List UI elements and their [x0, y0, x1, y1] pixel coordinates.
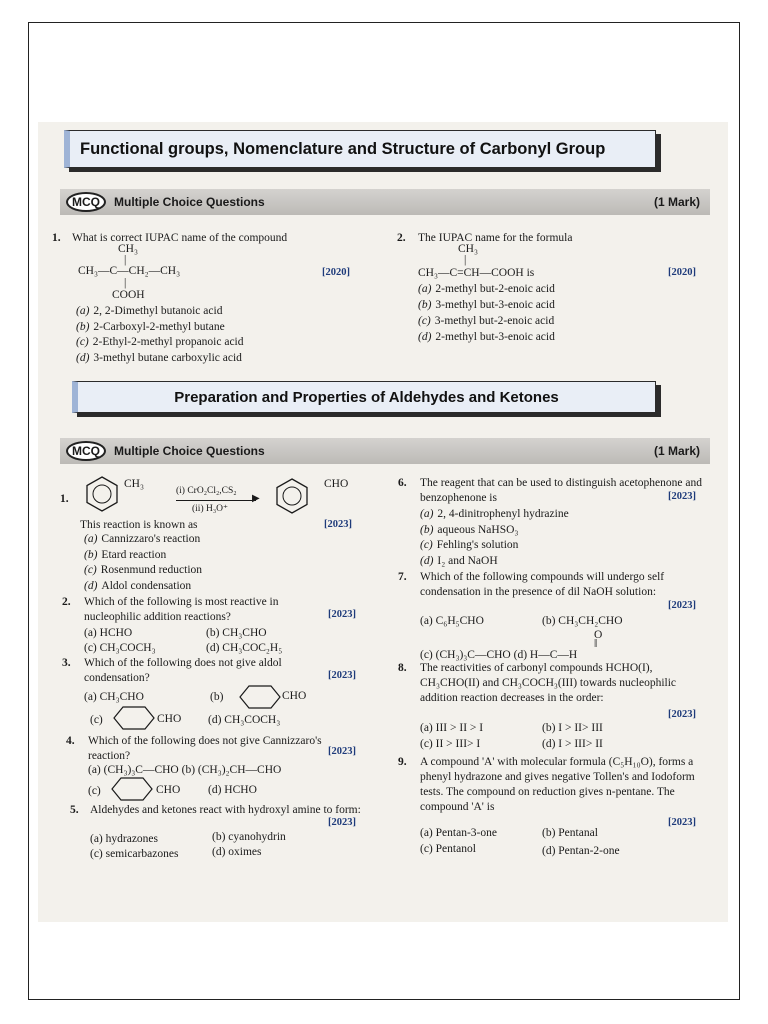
option-text: aqueous NaHSO₃ — [437, 523, 519, 536]
option-text: 2-methyl but-2-enoic acid — [435, 283, 555, 295]
option-item — [418, 282, 555, 296]
mcq-badge: MCQ — [66, 441, 106, 461]
question-number: 3. — [62, 657, 71, 669]
year-tag: [2023] — [328, 817, 356, 828]
option-b: (b) cyanohydrin — [212, 831, 286, 843]
option-label: (b) — [84, 548, 98, 561]
oxygen-label: O — [594, 629, 603, 641]
option-label: (a) — [420, 508, 434, 520]
option-text: 2, 4-dinitrophenyl hydrazine — [437, 508, 569, 520]
option-label: (d) — [420, 554, 434, 567]
year-tag: [2020] — [668, 267, 696, 278]
option-text: 3-methyl but-2-enoic acid — [434, 315, 555, 327]
option-label: (b) — [420, 523, 434, 536]
option-text: 3-methyl butane carboxylic acid — [93, 351, 242, 364]
benzene-ring-icon — [82, 474, 122, 514]
option-text: 2, 2-Dimethyl butanoic acid — [93, 305, 223, 317]
reaction-arrowhead: ▶ — [252, 493, 260, 504]
option-label: (d) — [418, 331, 432, 343]
banner-title: Functional groups, Nomenclature and Structure of Carbonyl Group — [80, 139, 606, 158]
option-text: 2-Carboxyl-2-methyl butane — [93, 320, 225, 333]
option-b: (b) Pentanal — [542, 827, 598, 839]
option-d: (d) oximes — [212, 846, 262, 858]
option-item — [418, 330, 555, 344]
option-item — [420, 507, 569, 521]
option-item — [418, 314, 554, 328]
option-text: Cannizzaro's reaction — [101, 533, 201, 545]
option-label: (b) — [76, 320, 90, 333]
question-text: This reaction is known as — [80, 519, 198, 531]
option-label: (a) — [418, 283, 432, 295]
double-bond: ‖ — [594, 638, 598, 650]
option-c: (c) — [90, 714, 103, 726]
option-d: (d) HCHO — [208, 784, 257, 796]
option-item — [84, 563, 202, 577]
cho-substituent: CHO — [157, 713, 182, 725]
option-a: (a) Pentan-3-one — [420, 827, 497, 839]
option-label: (c) — [420, 539, 433, 551]
question-number: 7. — [398, 571, 407, 583]
question-text: Which of the following compounds will undergo self condensation in the presence of dil NaOH solution: — [420, 571, 665, 598]
option-item — [420, 538, 518, 552]
structure-main: CH₃—C—CH₂—CH₃ — [78, 265, 181, 277]
banner-title: Preparation and Properties of Aldehydes and Ketones — [174, 388, 559, 406]
option-label: (c) — [418, 315, 431, 327]
year-tag: [2023] — [328, 670, 356, 681]
mcq-badge: MCQ — [66, 192, 106, 212]
reaction-arrow-icon — [176, 500, 256, 501]
mcq-title: Multiple Choice Questions — [114, 195, 265, 209]
option-item — [76, 304, 222, 318]
cyclohexane-ring-icon — [238, 684, 282, 710]
structure-top: CH₃ — [458, 243, 478, 255]
option-item — [420, 523, 518, 537]
option-item — [76, 335, 244, 349]
question-text: What is correct IUPAC name of the compound — [72, 232, 288, 244]
question-text: The IUPAC name for the formula — [418, 232, 573, 244]
year-tag: [2023] — [328, 746, 356, 757]
mark-label: (1 Mark) — [653, 444, 700, 458]
question-text: Aldehydes and ketones react with hydroxyl amine to form: — [90, 804, 361, 816]
mcq-header-bar — [60, 189, 710, 215]
option-label: (c) — [76, 336, 89, 348]
option-d: (d) I > III> II — [542, 738, 603, 750]
option-a-b: (a) (CH₃)₃C—CHO (b) (CH₃)₂CH—CHO — [88, 764, 282, 776]
bond-line: | — [464, 254, 467, 266]
cho-substituent: CHO — [282, 690, 307, 702]
option-d: (d) Pentan-2-one — [542, 845, 620, 857]
option-text: I₂ and NaOH — [437, 554, 498, 567]
option-text: 2-methyl but-3-enoic acid — [435, 331, 555, 343]
option-item — [84, 532, 200, 546]
year-tag: [2023] — [324, 519, 352, 530]
ch3-substituent: CH₃ — [124, 478, 144, 490]
question-number: 5. — [70, 804, 79, 816]
option-label: (d) — [84, 579, 98, 592]
question-text: The reagent that can be used to distinguish acetophenone and benzophenone is — [420, 477, 702, 504]
benzene-ring-icon — [272, 476, 312, 516]
mark-label: (1 Mark) — [653, 195, 700, 209]
section-banner-carbonyl-structure — [64, 130, 656, 168]
question-text: Which of the following does not give Cannizzaro's reaction? — [88, 735, 322, 762]
bond-line: | — [124, 254, 127, 266]
option-label: (b) — [418, 299, 432, 311]
cyclohexane-ring-icon — [112, 705, 156, 731]
year-tag: [2023] — [668, 709, 696, 720]
option-c: (c) semicarbazones — [90, 848, 179, 860]
option-a: (a) HCHO — [84, 627, 133, 639]
question-text: A compound 'A' with molecular formula (C₅H₁₀O), forms a phenyl hydrazone and gives negative Tollen's and Iodoform tests. The compound on reduction gives n-pentane. The compound 'A' is — [420, 756, 695, 813]
option-label: (a) — [76, 305, 90, 317]
option-text: 3-methyl but-3-enoic acid — [435, 299, 555, 311]
option-b: (b) CH₃CHO — [206, 627, 267, 639]
bond-line: | — [124, 277, 127, 289]
question-number: 2. — [397, 232, 406, 244]
question-number: 6. — [398, 477, 407, 489]
question-text: Which of the following is most reactive in nucleophilic addition reactions? — [84, 596, 279, 623]
reagent-bottom: (ii) H₃O⁺ — [192, 504, 229, 514]
year-tag: [2020] — [322, 267, 350, 278]
option-a: (a) CH₃CHO — [84, 691, 144, 703]
option-c-d: (c) (CH₃)₃C—CHO (d) H—C—H — [420, 649, 578, 661]
question-number: 1. — [52, 232, 61, 244]
year-tag: [2023] — [668, 817, 696, 828]
cho-substituent: CHO — [156, 784, 181, 796]
option-text: Aldol condensation — [101, 579, 192, 592]
question-number: 4. — [66, 735, 75, 747]
option-text: Fehling's solution — [436, 539, 519, 551]
option-a: (a) C₆H₅CHO — [420, 615, 484, 627]
question-number: 8. — [398, 662, 407, 674]
option-b: (b) I > II> III — [542, 722, 603, 734]
option-d: (d) CH₃COC₂H₅ — [206, 642, 283, 654]
section-banner-preparation — [72, 381, 656, 413]
option-item — [84, 579, 191, 593]
question-text: The reactivities of carbonyl compounds HCHO(I), CH₃CHO(II) and CH₃COCH₃(III) towards nucleophilic addition reaction decreases in the order: — [420, 662, 677, 704]
year-tag: [2023] — [668, 600, 696, 611]
cyclohexane-ring-icon — [110, 776, 154, 802]
option-label: (a) — [84, 533, 98, 545]
option-item — [76, 351, 242, 365]
option-b: (b) — [210, 691, 224, 703]
year-tag: [2023] — [328, 609, 356, 620]
option-d: (d) CH₃COCH₃ — [208, 714, 281, 726]
question-number: 9. — [398, 756, 407, 768]
option-label: (c) — [84, 564, 97, 576]
option-c: (c) II > III> I — [420, 738, 481, 750]
reagent-top: (i) CrO₂Cl₂,CS₂ — [176, 486, 237, 496]
question-number: 1. — [60, 493, 69, 505]
option-item — [418, 298, 555, 312]
option-text: Etard reaction — [101, 548, 167, 561]
question-number: 2. — [62, 596, 71, 608]
option-label: (d) — [76, 351, 90, 364]
option-text: Rosenmund reduction — [100, 564, 203, 576]
structure-bottom: COOH — [112, 289, 145, 301]
question-text: Which of the following does not give aldol condensation? — [84, 657, 282, 684]
option-b: (b) CH₃CH₂CHO — [542, 615, 623, 627]
option-item — [76, 320, 225, 334]
option-c: (c) — [88, 785, 101, 797]
structure-top: CH₃ — [118, 243, 138, 255]
option-a: (a) hydrazones — [90, 833, 159, 845]
cho-substituent: CHO — [324, 478, 349, 490]
option-c: (c) CH₃COCH₃ — [84, 642, 156, 654]
mcq-header-bar — [60, 438, 710, 464]
option-text: 2-Ethyl-2-methyl propanoic acid — [92, 336, 244, 348]
option-c: (c) Pentanol — [420, 843, 476, 855]
option-item — [84, 548, 166, 562]
option-a: (a) III > II > I — [420, 722, 484, 734]
mcq-title: Multiple Choice Questions — [114, 444, 265, 458]
option-item — [420, 554, 498, 568]
structure-main: CH₃—C=CH—COOH is — [418, 267, 535, 279]
year-tag: [2023] — [668, 491, 696, 502]
